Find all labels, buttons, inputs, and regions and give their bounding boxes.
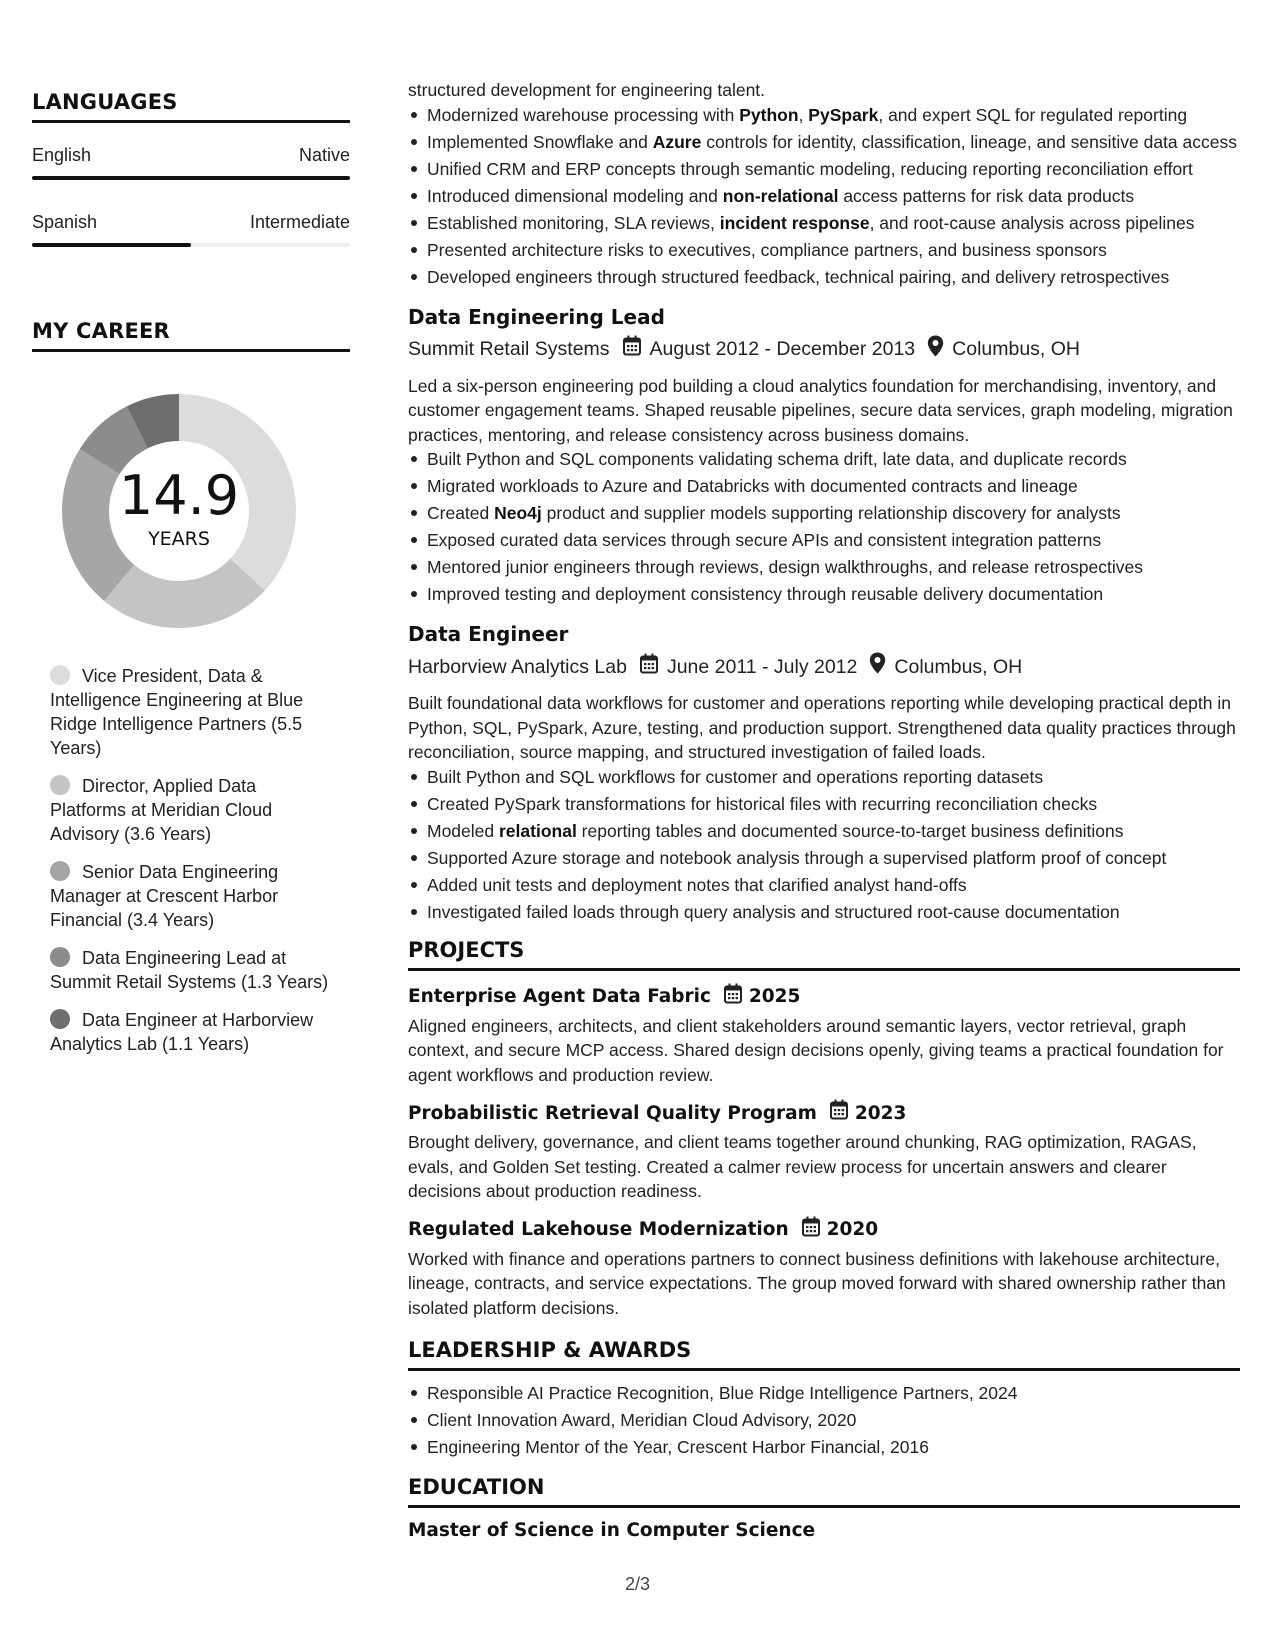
main-content xyxy=(408,78,1240,1541)
projects-list xyxy=(408,983,1240,1321)
career-legend-item xyxy=(50,946,335,994)
career-donut-chart xyxy=(54,386,304,636)
job-bullets xyxy=(408,765,1240,924)
experience-list xyxy=(408,303,1240,924)
bullet-text: Built Python and SQL workflows for customer and operations reporting datasets xyxy=(427,766,1044,787)
project-name: Enterprise Agent Data Fabric xyxy=(408,986,711,1007)
bold-keyword: relational xyxy=(499,820,577,841)
award-item xyxy=(408,1435,1240,1459)
bullet-text: Modeled xyxy=(427,820,499,841)
projects-title: PROJECTS xyxy=(408,938,1240,971)
bullet-text: Improved testing and deployment consistency through reusable delivery documentation xyxy=(427,584,1104,604)
project-entry xyxy=(408,1216,1240,1321)
job-meta xyxy=(408,652,1240,681)
career-role-label: Data Engineering Lead at Summit Retail Systems (1.3 Years) xyxy=(50,948,329,992)
job-summary: Led a six-person engineering pod building a cloud analytics foundation for merchandising, inventory, and customer engagement teams. Shaped reusable pipelines, secure data services, graph modeling, migration practices, mentoring, and release consistency across business domains. xyxy=(408,375,1233,445)
job-summary: Built foundational data workflows for customer and operations reporting while developing practical depth in Python, SQL, PySpark, Azure, testing, and production support. Strengthened data quality practices through reconciliation, source mapping, and structured investigation of failed loads. xyxy=(408,693,1236,762)
language-name: Spanish xyxy=(32,212,98,232)
calendar-icon xyxy=(622,335,642,363)
bullet-item xyxy=(408,900,1240,924)
bullet-item xyxy=(408,474,1240,498)
project-entry xyxy=(408,983,1240,1088)
bullet-text: Established monitoring, SLA reviews, xyxy=(427,212,720,233)
bullet-text: Implemented Snowflake and xyxy=(427,131,653,152)
job-dates: June 2011 - July 2012 xyxy=(666,655,858,678)
bullet-item xyxy=(408,157,1240,181)
calendar-icon xyxy=(639,653,659,681)
bullet-text: Added unit tests and deployment notes that clarified analyst hand-offs xyxy=(427,874,967,895)
bullet-item xyxy=(408,819,1240,843)
bullet-text: reporting tables and documented source-to-target business definitions xyxy=(576,820,1124,841)
bullet-item xyxy=(408,555,1240,579)
bullet-text: Migrated workloads to Azure and Databricks with documented contracts and lineage xyxy=(427,476,1078,496)
calendar-icon xyxy=(801,1216,821,1245)
career-legend-item xyxy=(50,860,335,932)
bullet-text: Modernized warehouse processing with xyxy=(427,104,740,125)
bullet-item xyxy=(408,130,1240,154)
bullet-text: access patterns for risk data products xyxy=(838,185,1135,206)
job-company: Summit Retail Systems xyxy=(408,338,610,360)
bullet-item xyxy=(408,582,1240,606)
page-number: 2/3 xyxy=(624,1574,651,1594)
education-title: EDUCATION xyxy=(408,1475,1240,1508)
language-spanish xyxy=(32,212,350,247)
language-level-bar xyxy=(32,176,350,180)
bullet-text: product and supplier models supporting relationship discovery for analysts xyxy=(541,503,1121,523)
award-text: Engineering Mentor of the Year, Crescent Harbor Financial, 2016 xyxy=(427,1437,929,1457)
project-name: Probabilistic Retrieval Quality Program xyxy=(408,1102,817,1124)
bullet-item xyxy=(408,846,1240,870)
bullet-item xyxy=(408,873,1240,897)
career-legend-item xyxy=(50,664,335,760)
legend-swatch xyxy=(50,665,70,685)
bullet-text: Developed engineers through structured feedback, technical pairing, and delivery retrospectives xyxy=(427,266,1170,287)
bullet-text: , and root-cause analysis across pipelines xyxy=(869,212,1195,233)
project-year: 2025 xyxy=(748,986,801,1007)
project-description: Worked with finance and operations partners to connect business definitions with lakehouse architecture, lineage, contracts, and service expectations. The group moved forward with shared ownership rather than isolated platform decisions. xyxy=(408,1248,1226,1318)
job-location: Columbus, OH xyxy=(894,655,1023,678)
job-dates: August 2012 - December 2013 xyxy=(649,338,916,360)
project-title xyxy=(408,983,1240,1012)
bullet-item xyxy=(408,265,1240,289)
career-role-label: Director, Applied Data Platforms at Meridian Cloud Advisory (3.6 Years) xyxy=(50,776,273,844)
languages-title: LANGUAGES xyxy=(32,90,350,123)
sidebar xyxy=(32,90,350,1070)
job-entry xyxy=(408,620,1240,924)
bullet-text: controls for identity, classification, lineage, and sensitive data access xyxy=(701,131,1237,152)
career-total-unit: YEARS xyxy=(148,528,210,550)
project-description: Brought delivery, governance, and client teams together around chunking, RAG optimization, RAGAS, evals, and Golden Set testing. Created a calmer review process for uncertain answers and clearer decisions about production readiness. xyxy=(408,1132,1197,1201)
calendar-icon xyxy=(829,1099,849,1128)
job-bullets xyxy=(408,447,1240,606)
project-title xyxy=(408,1216,1240,1245)
legend-swatch xyxy=(50,1009,70,1029)
project-year: 2023 xyxy=(854,1102,907,1124)
bullet-text: Built Python and SQL components validating schema drift, late data, and duplicate records xyxy=(427,449,1127,469)
career-role-label: Senior Data Engineering Manager at Crescent Harbor Financial (3.4 Years) xyxy=(50,862,279,930)
job-bullets xyxy=(408,103,1240,289)
project-description: Aligned engineers, architects, and client stakeholders around semantic layers, vector retrieval, graph context, and secure MCP access. Shared design decisions openly, giving teams a practical foundation for agent workflows and production review. xyxy=(408,1015,1224,1085)
award-text: Responsible AI Practice Recognition, Blue Ridge Intelligence Partners, 2024 xyxy=(427,1383,1018,1403)
bullet-text: Investigated failed loads through query analysis and structured root-cause documentation xyxy=(427,901,1120,922)
location-pin-icon xyxy=(869,652,886,681)
career-title: MY CAREER xyxy=(32,319,350,352)
bullet-text: Created PySpark transformations for historical files with recurring reconciliation checks xyxy=(427,793,1098,814)
job-entry xyxy=(408,303,1240,607)
bold-keyword: non-relational xyxy=(722,185,839,206)
career-legend xyxy=(50,664,335,1056)
job-company: Harborview Analytics Lab xyxy=(408,655,627,678)
career-role-label: Data Engineer at Harborview Analytics Lab (1.1 Years) xyxy=(50,1010,314,1054)
bullet-item xyxy=(408,765,1240,789)
education-degree: Master of Science in Computer Science xyxy=(408,1520,816,1541)
project-name: Regulated Lakehouse Modernization xyxy=(408,1219,789,1240)
bullet-item xyxy=(408,238,1240,262)
bullet-text: , and expert SQL for regulated reporting xyxy=(878,104,1188,125)
location-pin-icon xyxy=(927,335,944,364)
legend-swatch xyxy=(50,861,70,881)
legend-swatch xyxy=(50,947,70,967)
bullet-item xyxy=(408,528,1240,552)
bullet-item xyxy=(408,184,1240,208)
project-year: 2020 xyxy=(826,1219,879,1240)
bullet-text: Introduced dimensional modeling and xyxy=(427,185,723,206)
bold-keyword: incident response xyxy=(719,212,870,233)
bullet-text: , xyxy=(798,104,809,125)
bullet-text: Created xyxy=(427,503,495,523)
job-meta xyxy=(408,335,1240,364)
bullet-item xyxy=(408,103,1240,127)
award-item xyxy=(408,1408,1240,1432)
job-summary-tail: structured development for engineering talent. xyxy=(408,80,766,100)
calendar-icon xyxy=(723,983,743,1012)
bullet-item xyxy=(408,792,1240,816)
bullet-item xyxy=(408,211,1240,235)
bold-keyword: Neo4j xyxy=(494,503,542,523)
job-title: Data Engineer xyxy=(408,622,569,646)
bold-keyword: PySpark xyxy=(808,104,879,125)
awards-list xyxy=(408,1381,1240,1459)
career-legend-item xyxy=(50,774,335,846)
language-level-bar xyxy=(32,243,350,247)
legend-swatch xyxy=(50,775,70,795)
language-name: English xyxy=(32,145,92,165)
career-role-label: Vice President, Data & Intelligence Engineering at Blue Ridge Intelligence Partners (5.5 Years) xyxy=(50,666,304,758)
bullet-text: Unified CRM and ERP concepts through semantic modeling, reducing reporting reconciliation effort xyxy=(427,158,1193,179)
bold-keyword: Azure xyxy=(652,131,702,152)
career-total-years: 14.9 xyxy=(118,464,240,527)
language-level: Native xyxy=(298,145,350,165)
career-legend-item xyxy=(50,1008,335,1056)
bullet-text: Exposed curated data services through secure APIs and consistent integration patterns xyxy=(427,530,1102,550)
bold-keyword: Python xyxy=(739,104,799,125)
bullet-text: Supported Azure storage and notebook analysis through a supervised platform proof of concept xyxy=(427,847,1167,868)
language-level: Intermediate xyxy=(249,212,350,232)
bullet-item xyxy=(408,447,1240,471)
project-entry xyxy=(408,1099,1240,1204)
award-text: Client Innovation Award, Meridian Cloud Advisory, 2020 xyxy=(427,1410,857,1430)
job-title: Data Engineering Lead xyxy=(408,304,665,329)
bullet-text: Presented architecture risks to executives, compliance partners, and business sponsors xyxy=(427,239,1107,260)
award-item xyxy=(408,1381,1240,1405)
awards-title: LEADERSHIP & AWARDS xyxy=(408,1338,1240,1371)
bullet-item xyxy=(408,501,1240,525)
job-location: Columbus, OH xyxy=(952,338,1081,360)
project-title xyxy=(408,1099,1240,1128)
bullet-text: Mentored junior engineers through reviews, design walkthroughs, and release retrospectives xyxy=(427,557,1143,577)
language-english xyxy=(32,145,350,180)
